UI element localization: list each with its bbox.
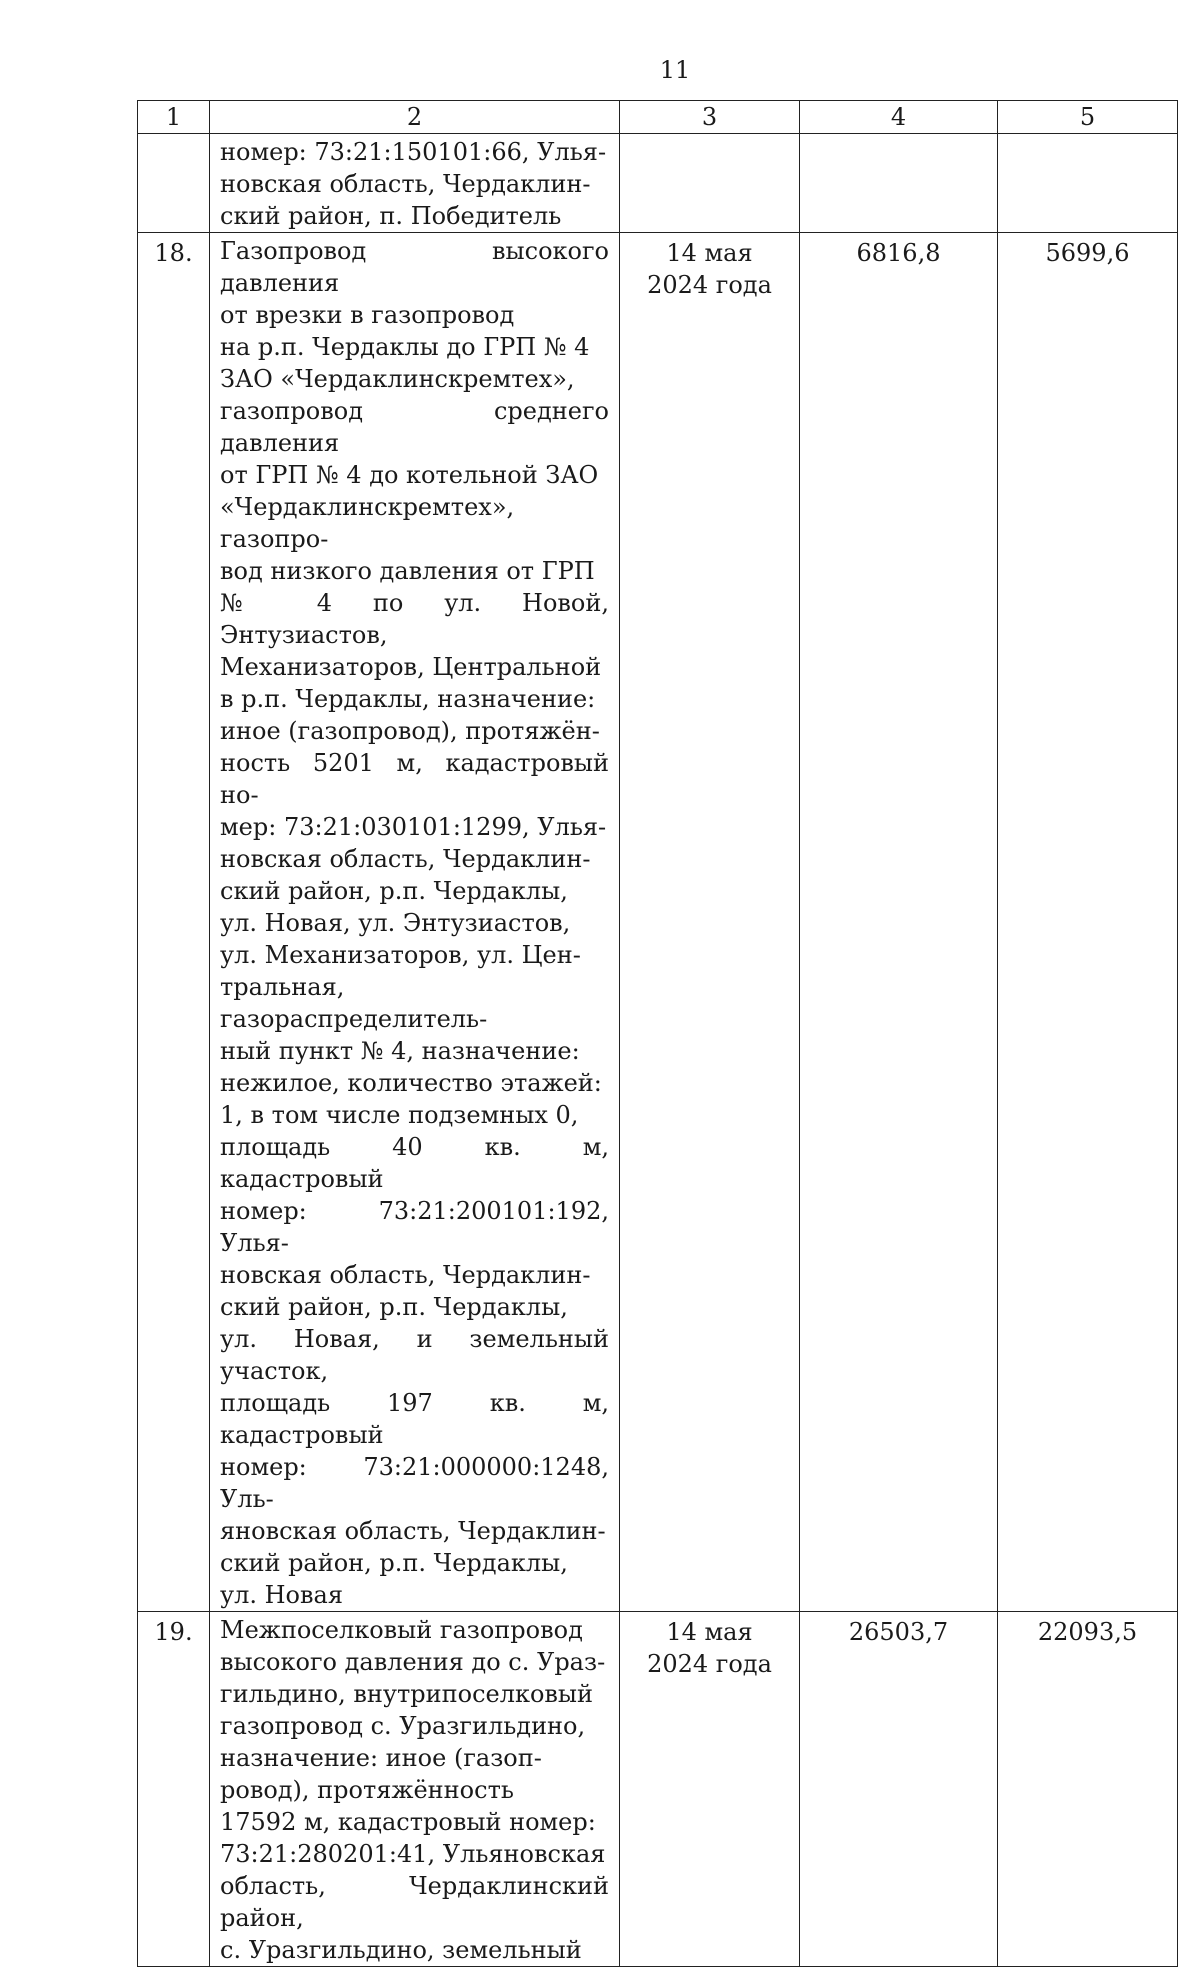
description-line: ул. Новая, ул. Энтузиастов,	[220, 909, 571, 937]
table-row	[138, 1612, 1178, 1967]
description-line: ность 5201 м, кадастровый но-	[220, 749, 609, 809]
date-day: 14 мая	[666, 1618, 753, 1646]
description-line: «Чердаклинскремтех», газопро-	[220, 493, 515, 553]
row-date	[620, 134, 800, 233]
date-year: 2024 года	[647, 1650, 772, 1678]
description-line: с. Уразгильдино, земельный	[220, 1936, 582, 1964]
description-line: ЗАО «Чердаклинскремтех»,	[220, 365, 575, 393]
description-line: высокого давления до с. Ураз-	[220, 1648, 606, 1676]
description-line: вод низкого давления от ГРП	[220, 557, 595, 585]
description-line: мер: 73:21:030101:1299, Улья-	[220, 813, 607, 841]
header-col-5: 5	[998, 101, 1178, 134]
description-line: газопровод с. Уразгильдино,	[220, 1712, 586, 1740]
row-date	[620, 233, 800, 1612]
description-line: 17592 м, кадастровый номер:	[220, 1808, 596, 1836]
description-line: новская область, Чердаклин-	[220, 845, 591, 873]
table-row	[138, 134, 1178, 233]
description-line: 1, в том числе подземных 0,	[220, 1101, 579, 1129]
description-line: газопровод среднего давления	[220, 397, 609, 457]
description-line: площадь 40 кв. м, кадастровый	[220, 1133, 609, 1193]
row-col5	[998, 134, 1178, 233]
table-row	[138, 233, 1178, 1612]
description-line: назначение: иное (газоп-	[220, 1744, 542, 1772]
description-line: яновская область, Чердаклин-	[220, 1517, 606, 1545]
description-line: тральная, газораспределитель-	[220, 973, 488, 1033]
description-line: Механизаторов, Центральной	[220, 653, 602, 681]
description-line: 73:21:280201:41, Ульяновская	[220, 1840, 606, 1868]
description-line: ский район, р.п. Чердаклы,	[220, 877, 568, 905]
row-col5: 22093,5	[998, 1612, 1178, 1967]
description-line: ровод), протяжённость	[220, 1776, 514, 1804]
description-line: ул. Новая	[220, 1581, 343, 1609]
row-col4	[800, 134, 998, 233]
description-line: ул. Механизаторов, ул. Цен-	[220, 941, 581, 969]
description-line: номер: 73:21:000000:1248, Уль-	[220, 1453, 609, 1513]
row-number	[138, 134, 210, 233]
description-line: ул. Новая, и земельный участок,	[220, 1325, 609, 1385]
description-line: номер: 73:21:200101:192, Улья-	[220, 1197, 609, 1257]
page-number: 11	[659, 56, 691, 84]
description-line: в р.п. Чердаклы, назначение:	[220, 685, 596, 713]
row-description	[210, 233, 620, 1612]
description-line: новская область, Чердаклин-	[220, 170, 591, 198]
row-col4: 26503,7	[800, 1612, 998, 1967]
description-line: номер: 73:21:150101:66, Улья-	[220, 138, 607, 166]
header-col-4: 4	[800, 101, 998, 134]
description-line: иное (газопровод), протяжён-	[220, 717, 600, 745]
header-col-2: 2	[210, 101, 620, 134]
description-line: ский район, р.п. Чердаклы,	[220, 1549, 568, 1577]
row-date	[620, 1612, 800, 1967]
date-day: 14 мая	[666, 239, 753, 267]
row-col5: 5699,6	[998, 233, 1178, 1612]
description-line: гильдино, внутрипоселковый	[220, 1680, 594, 1708]
date-year: 2024 года	[647, 271, 772, 299]
description-line: нежилое, количество этажей:	[220, 1069, 602, 1097]
description-line: ный пункт № 4, назначение:	[220, 1037, 580, 1065]
description-line: ский район, р.п. Чердаклы,	[220, 1293, 568, 1321]
header-col-1: 1	[138, 101, 210, 134]
description-line: площадь 197 кв. м, кадастровый	[220, 1389, 609, 1449]
description-line: область, Чердаклинский район,	[220, 1872, 609, 1932]
description-line: ский район, п. Победитель	[220, 202, 562, 230]
description-line: № 4 по ул. Новой, Энтузиастов,	[220, 589, 609, 649]
header-col-3: 3	[620, 101, 800, 134]
description-line: на р.п. Чердаклы до ГРП № 4	[220, 333, 590, 361]
description-line: от ГРП № 4 до котельной ЗАО	[220, 461, 599, 489]
description-line: новская область, Чердаклин-	[220, 1261, 591, 1289]
row-col4: 6816,8	[800, 233, 998, 1612]
description-line: Межпоселковый газопровод	[220, 1616, 583, 1644]
row-description	[210, 1612, 620, 1967]
table-header-row	[138, 101, 1178, 134]
row-number: 19.	[138, 1612, 210, 1967]
row-number: 18.	[138, 233, 210, 1612]
description-line: от врезки в газопровод	[220, 301, 515, 329]
description-line: Газопровод высокого давления	[220, 237, 609, 297]
data-table	[137, 100, 1178, 1967]
row-description	[210, 134, 620, 233]
